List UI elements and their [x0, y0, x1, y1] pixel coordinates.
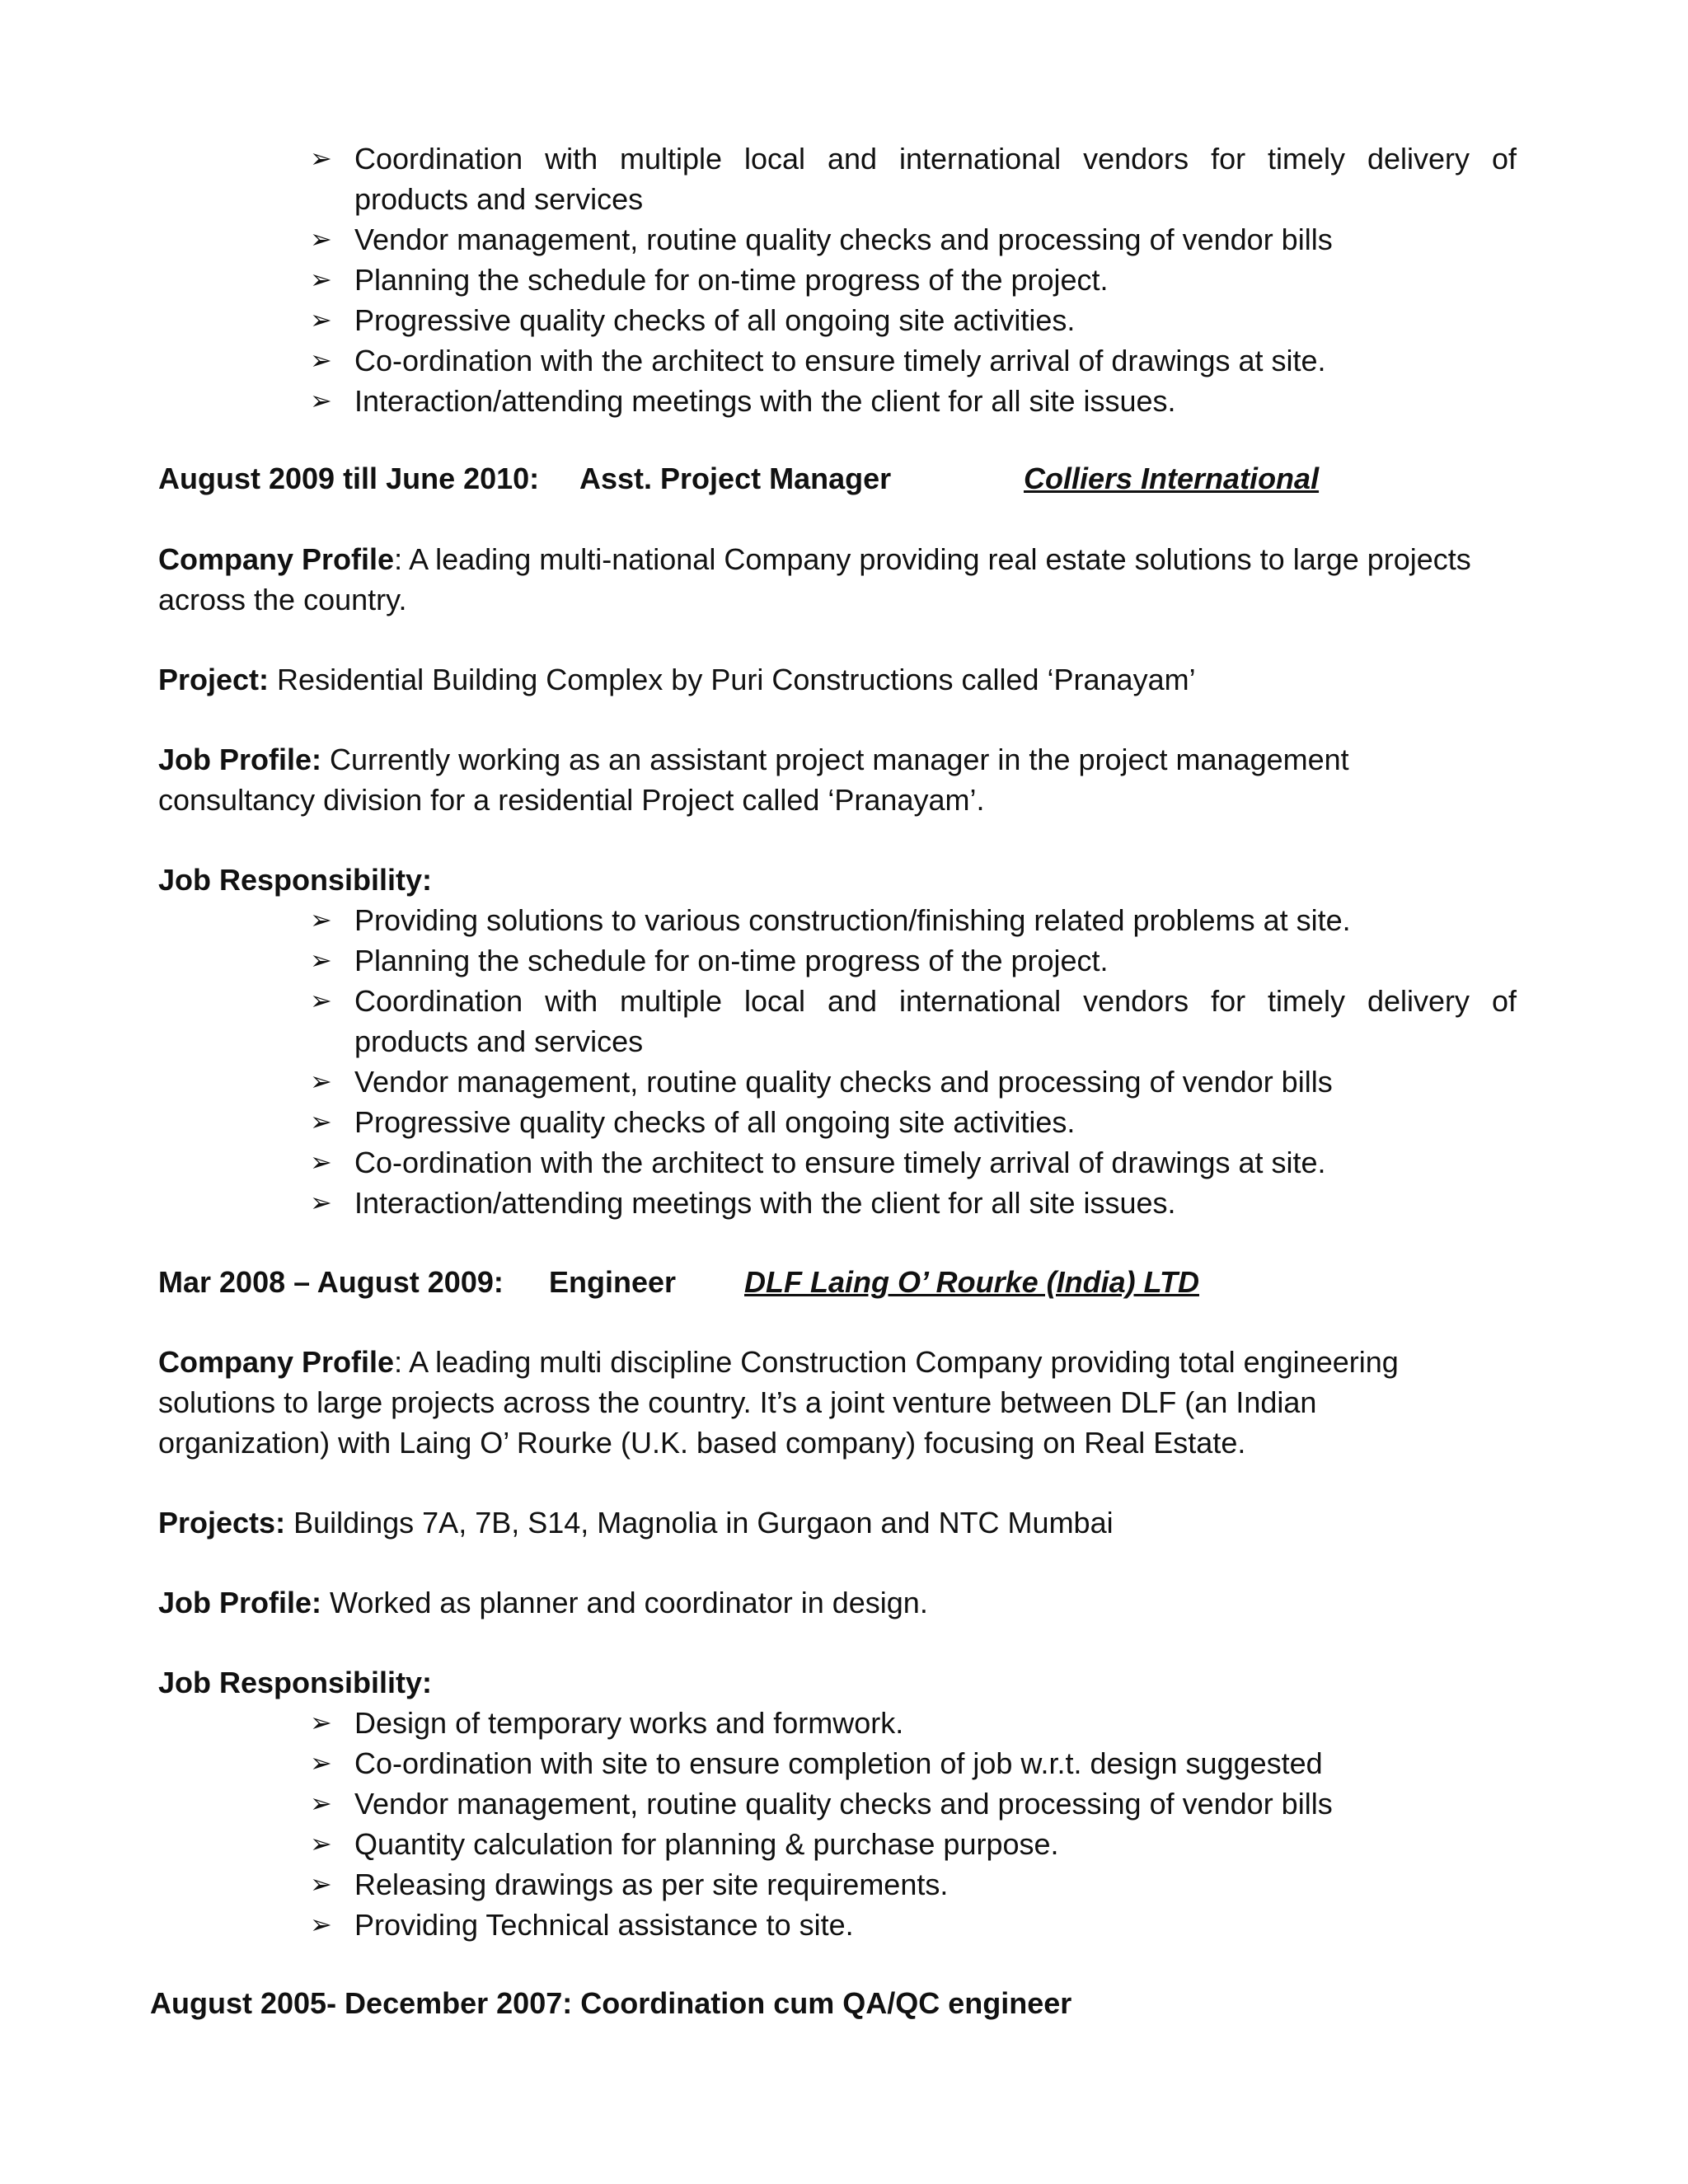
arrow-bullet-icon: ➢: [310, 986, 332, 1015]
list-item: [310, 138, 1517, 179]
projects-text: Buildings 7A, 7B, S14, Magnolia in Gurgaon and NTC Mumbai: [285, 1506, 1114, 1540]
company-profile-label: Company Profile: [158, 1345, 395, 1379]
job-period: August 2009 till June 2010:: [158, 462, 540, 495]
list-item: [310, 940, 1517, 981]
company-name: Colliers International: [1024, 462, 1320, 495]
bullet-text: products and services: [354, 182, 644, 216]
list-item: [310, 1142, 1517, 1183]
arrow-bullet-icon: ➢: [310, 1829, 332, 1858]
arrow-bullet-icon: ➢: [310, 1869, 332, 1899]
bullet-text: Progressive quality checks of all ongoing site activities.: [354, 303, 1076, 337]
bullet-text: products and services: [354, 1024, 644, 1058]
bullet-text: Vendor management, routine quality checks and processing of vendor bills: [354, 223, 1333, 256]
bullet-text: Providing Technical assistance to site.: [354, 1908, 854, 1942]
bullet-text: Vendor management, routine quality checks and processing of vendor bills: [354, 1787, 1333, 1821]
list-item-continuation: [310, 179, 1517, 219]
project-label: Project:: [158, 663, 270, 696]
list-item: [310, 900, 1517, 940]
arrow-bullet-icon: ➢: [310, 1788, 332, 1818]
arrow-bullet-icon: ➢: [310, 224, 332, 254]
arrow-bullet-icon: ➢: [310, 1107, 332, 1137]
list-item: [310, 340, 1517, 381]
list-item: [310, 1062, 1517, 1102]
bullet-text: Planning the schedule for on-time progress of the project.: [354, 944, 1109, 977]
projects-line: [158, 1502, 1518, 1543]
job-responsibility-label: Job Responsibility:: [158, 1666, 433, 1699]
project-line: [158, 659, 1518, 700]
job-heading: August 2005- December 2007: Coordination cum QA/QC engineer: [150, 1986, 1072, 2020]
arrow-bullet-icon: ➢: [310, 1910, 332, 1939]
list-item: [310, 300, 1517, 340]
list-item: [310, 1703, 1517, 1743]
list-item: [310, 981, 1517, 1021]
arrow-bullet-icon: ➢: [310, 305, 332, 335]
list-item: [310, 381, 1517, 421]
list-item: [310, 1183, 1517, 1223]
list-item: [310, 260, 1517, 300]
arrow-bullet-icon: ➢: [310, 1066, 332, 1096]
list-item-continuation: [310, 1021, 1517, 1062]
bullet-text: Interaction/attending meetings with the client for all site issues.: [354, 384, 1176, 418]
job-profile: [158, 739, 1378, 820]
list-item: [310, 1102, 1517, 1142]
bullet-text: Interaction/attending meetings with the client for all site issues.: [354, 1186, 1176, 1220]
job-profile-label: Job Profile:: [158, 743, 322, 776]
projects-label: Projects:: [158, 1506, 286, 1540]
job-profile-label: Job Profile:: [158, 1586, 322, 1619]
arrow-bullet-icon: ➢: [310, 1188, 332, 1217]
bullet-text: Co-ordination with the architect to ensure timely arrival of drawings at site.: [354, 344, 1326, 377]
job-period: Mar 2008 – August 2009:: [158, 1265, 504, 1299]
arrow-bullet-icon: ➢: [310, 945, 332, 975]
company-profile-label: Company Profile: [158, 542, 395, 576]
arrow-bullet-icon: ➢: [310, 1748, 332, 1778]
list-item: [310, 219, 1517, 260]
company-profile-text: : A leading multi-national Company providing real estate solutions to large projects across the country.: [158, 542, 1471, 616]
arrow-bullet-icon: ➢: [310, 1147, 332, 1177]
company-profile: [158, 539, 1518, 620]
job-profile: [158, 1582, 1518, 1623]
bullet-text: Quantity calculation for planning & purchase purpose.: [354, 1827, 1059, 1861]
arrow-bullet-icon: ➢: [310, 905, 332, 935]
bullet-text: Coordination with multiple local and international vendors for timely delivery of: [354, 984, 1517, 1018]
company-name: DLF Laing O’ Rourke (India) LTD: [744, 1265, 1199, 1299]
bullet-text: Progressive quality checks of all ongoing site activities.: [354, 1105, 1076, 1139]
job-profile-text: Worked as planner and coordinator in design.: [321, 1586, 928, 1619]
arrow-bullet-icon: ➢: [310, 386, 332, 415]
bullet-text: Vendor management, routine quality checks and processing of vendor bills: [354, 1065, 1333, 1099]
arrow-bullet-icon: ➢: [310, 345, 332, 375]
job-role: Asst. Project Manager: [579, 462, 892, 495]
job-profile-text: Currently working as an assistant project manager in the project management consultancy division for a residential Project called ‘Pranayam’.: [158, 743, 1349, 817]
arrow-bullet-icon: ➢: [310, 1708, 332, 1737]
job-role: Engineer: [549, 1265, 677, 1299]
list-item: [310, 1905, 1517, 1945]
bullet-text: Coordination with multiple local and international vendors for timely delivery of: [354, 142, 1517, 176]
bullet-text: Co-ordination with the architect to ensure timely arrival of drawings at site.: [354, 1146, 1326, 1179]
arrow-bullet-icon: ➢: [310, 265, 332, 294]
bullet-text: Providing solutions to various construction/finishing related problems at site.: [354, 903, 1351, 937]
bullet-text: Co-ordination with site to ensure completion of job w.r.t. design suggested: [354, 1746, 1323, 1780]
bullet-text: Releasing drawings as per site requirements.: [354, 1868, 949, 1901]
company-profile: [158, 1342, 1444, 1463]
company-profile-text: : A leading multi discipline Construction Company providing total engineering solutions to large projects across the country. It’s a joint venture between DLF (an Indian organization) with Laing O’ Rourke (U.K. based company) focusing on Real Estate.: [158, 1345, 1399, 1460]
bullet-text: Planning the schedule for on-time progress of the project.: [354, 263, 1109, 297]
arrow-bullet-icon: ➢: [310, 143, 332, 173]
list-item: [310, 1743, 1517, 1783]
project-text: Residential Building Complex by Puri Constructions called ‘Pranayam’: [269, 663, 1196, 696]
list-item: [310, 1783, 1517, 1824]
bullet-text: Design of temporary works and formwork.: [354, 1706, 904, 1740]
list-item: [310, 1864, 1517, 1905]
list-item: [310, 1824, 1517, 1864]
job-responsibility-label: Job Responsibility:: [158, 863, 433, 897]
